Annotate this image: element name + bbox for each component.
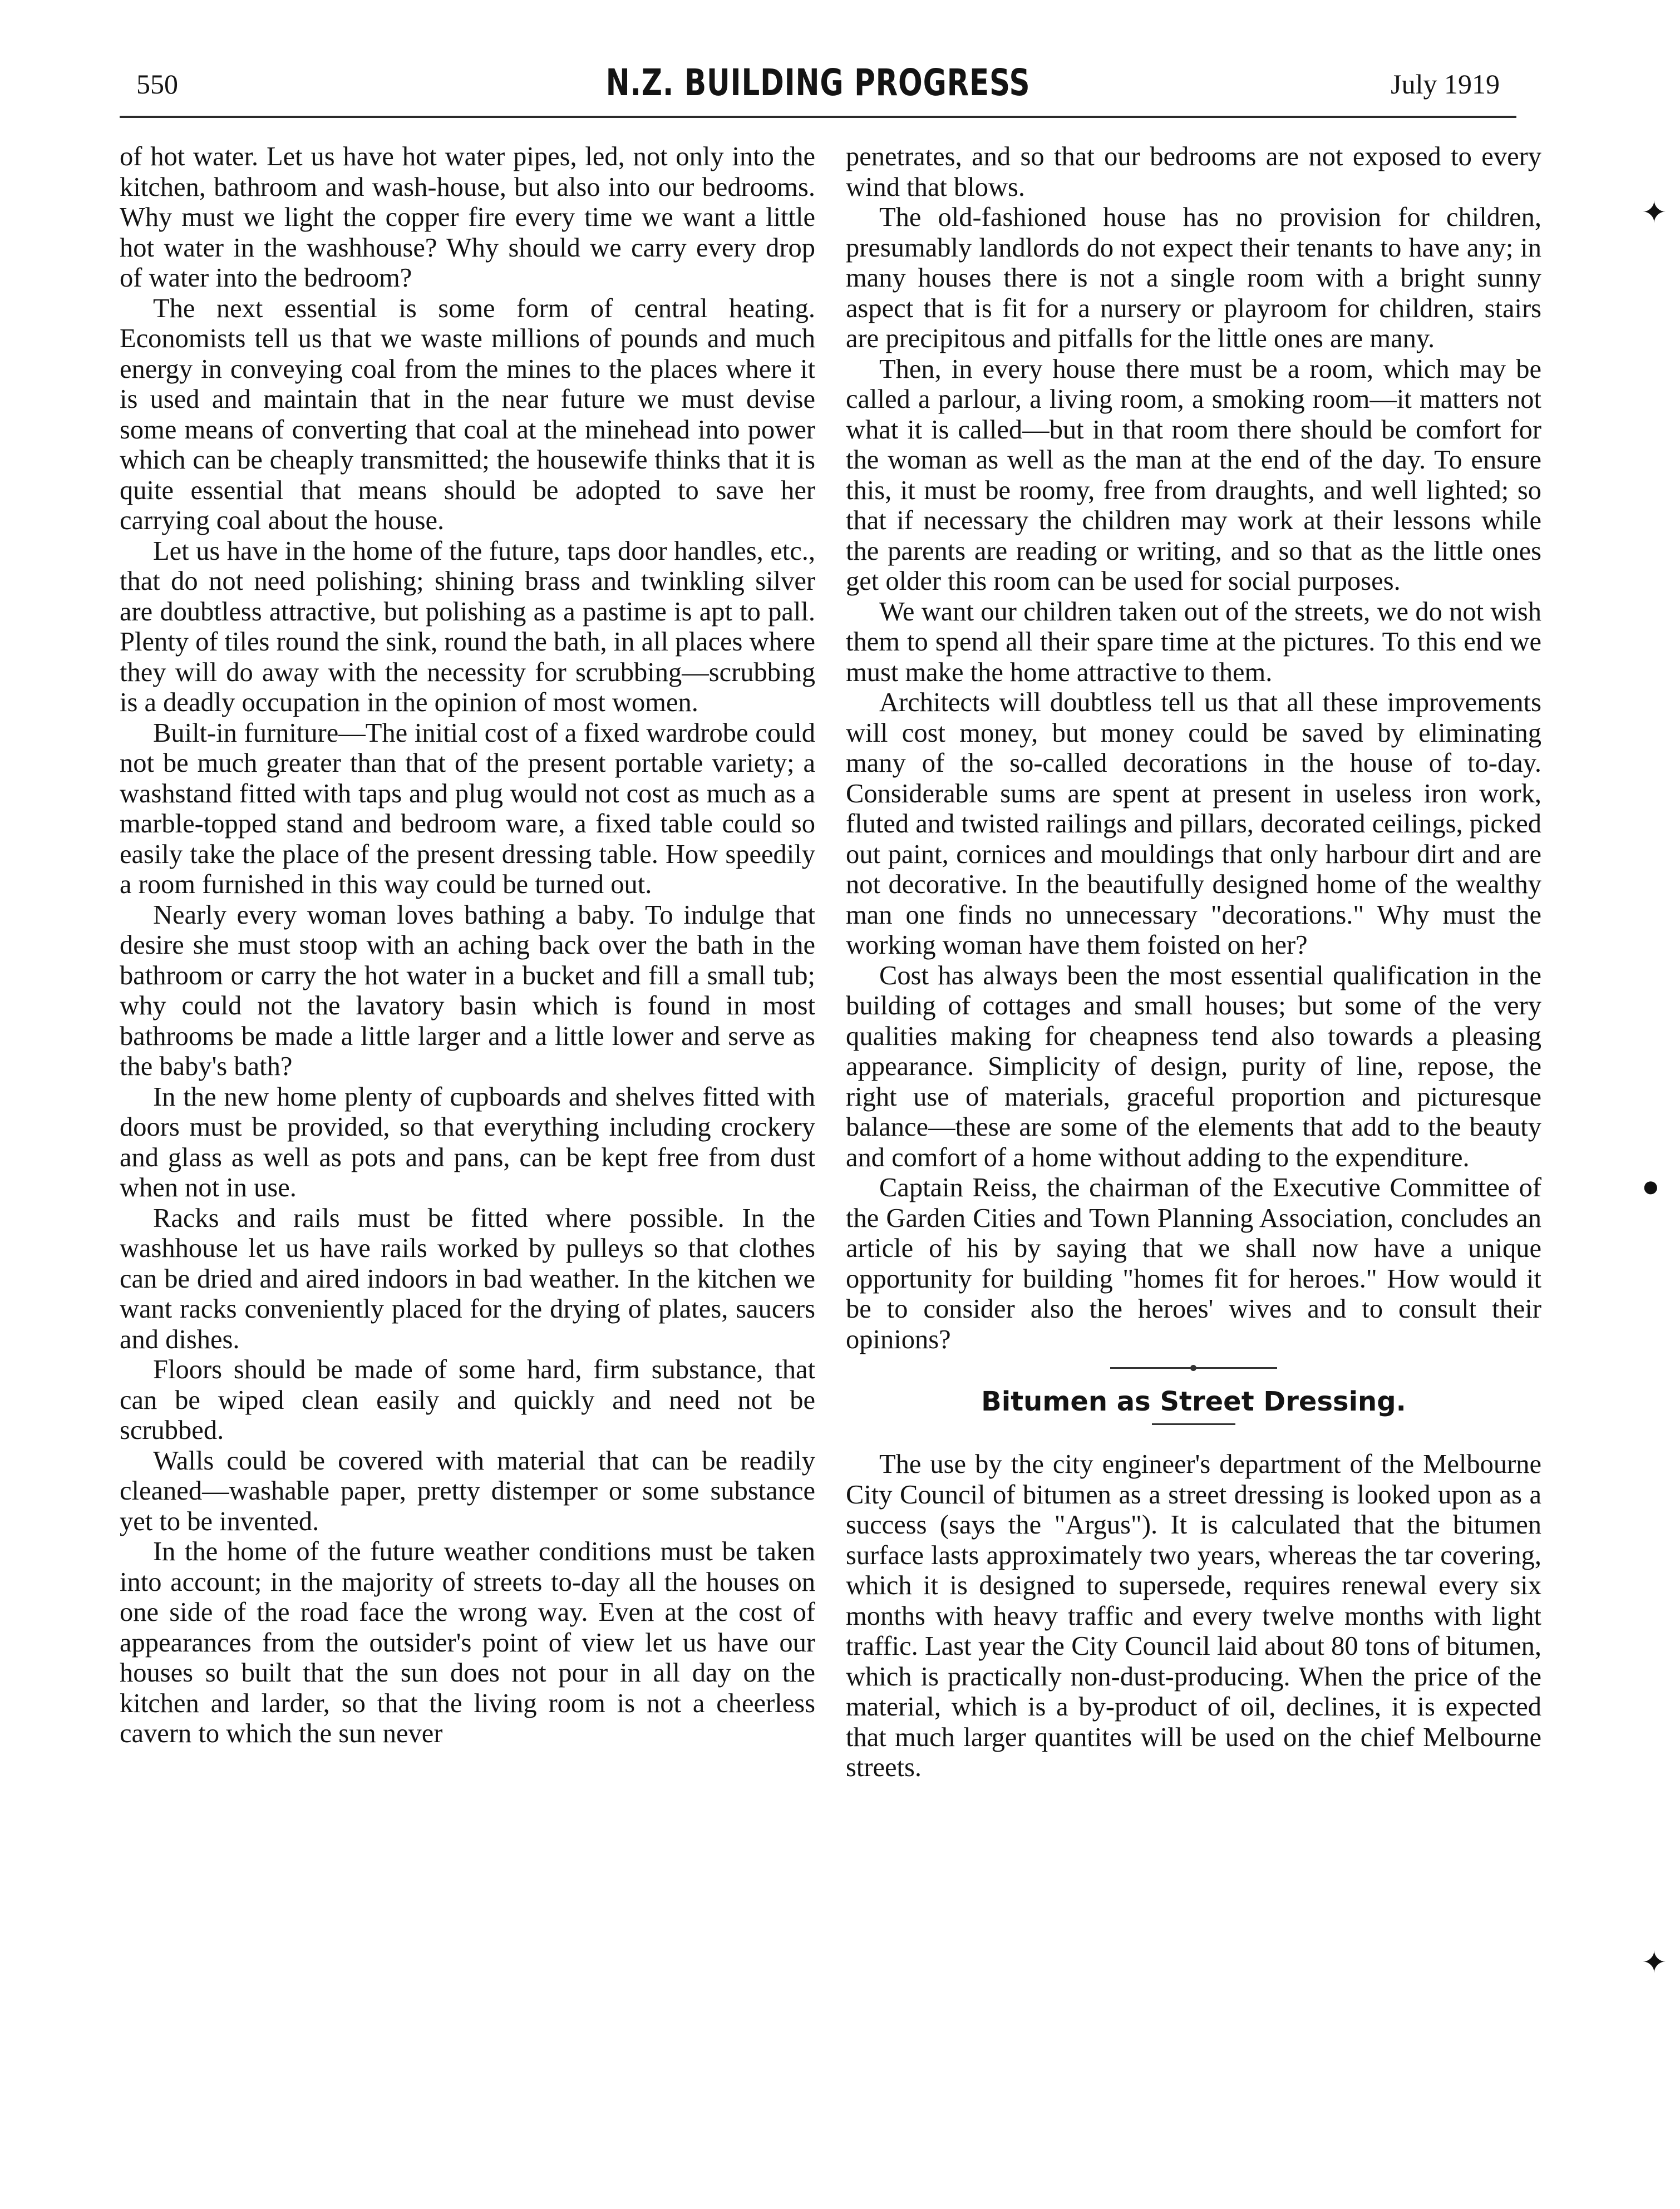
page-header bbox=[120, 61, 1516, 117]
paragraph: The old-fashioned house has no provision for children, presumably landlords do not expect their tenants to have any; in many houses there is not a single room with a bright sunny aspect that is fit for a nursery or playroom for children, stairs are precipitous and pitfalls for the little ones are many. bbox=[846, 203, 1541, 353]
paragraph: The use by the city engineer's department of the Melbourne City Council of bitumen as a street dressing is looked upon as a success (says the "Argus"). It is calculated that the bitumen surface lasts approximately two years, whereas the tar covering, which it is designed to supersede, requires renewal every six months with heavy traffic and every twelve months with light traffic. Last year the City Council laid about 80 tons of bitumen, which is practically non-dust-producing. When the price of the material, which is a by-product of oil, declines, it is expected that much larger quantites will be used on the chief Melbourne streets. bbox=[846, 1449, 1541, 1782]
heading-rule bbox=[1152, 1423, 1235, 1425]
paragraph: Then, in every house there must be a room, which may be called a parlour, a living room, a smoking room—it matters not what it is called—but in that room there should be comfort for the woman as well as the man at the end of the day. To ensure this, it must be roomy, free from draughts, and well lighted; so that if necessary the children may work at their lessons while the parents are reading or writing, and so that as the little ones get older this room can be used for social purposes. bbox=[846, 354, 1541, 596]
paragraph: Captain Reiss, the chairman of the Executive Committee of the Garden Cities and Town Planning Association, concludes an article of his by saying that we shall now have a unique opportunity for building "homes fit for heroes." How would it be to consider also the heroes' wives and to consult their opinions? bbox=[846, 1173, 1541, 1354]
paragraph: In the home of the future weather conditions must be taken into account; in the majority of streets to-day all the houses on one side of the road face the wrong way. Even at the cost of appearances from the outsider's point of view let us have our houses so built that the sun does not pour in all day on the kitchen and larder, so that the living room is not a cheerless cavern to which the sun never bbox=[120, 1537, 815, 1748]
paragraph: The next essential is some form of central heating. Economists tell us that we waste millions of pounds and much energy in conveying coal from the mines to the places where it is used and maintain that in the near future we must devise some means of converting that coal at the minehead into power which can be cheaply transmitted; the housewife thinks that it is quite essential that means should be adopted to save her carrying coal about the house. bbox=[120, 293, 815, 535]
paragraph: We want our children taken out of the streets, we do not wish them to spend all their spare time at the pictures. To this end we must make the home attractive to them. bbox=[846, 596, 1541, 687]
section-divider bbox=[1110, 1367, 1277, 1369]
paragraph: Architects will doubtless tell us that all these improvements will cost money, but money could be saved by eliminating many of the so-called decorations in the house of to-day. Considerable sums are spent at present in useless iron work, fluted and twisted railings and pillars, decorated ceilings, picked out paint, cornices and mouldings that only harbour dirt and are not decorative. In the beautifully designed home of the wealthy man one finds no unnecessary "decorations." Why must the working woman have them foisted on her? bbox=[846, 688, 1541, 960]
paragraph: Nearly every woman loves bathing a baby. To indulge that desire she must stoop with an aching back over the bath in the bathroom or carry the hot water in a bucket and fill a small tub; why could not the lavatory basin which is found in most bathrooms be made a little larger and a little lower and serve as the baby's bath? bbox=[120, 900, 815, 1081]
paragraph: penetrates, and so that our bedrooms are not exposed to every wind that blows. bbox=[846, 142, 1541, 202]
issue-date: July 1919 bbox=[1391, 68, 1500, 100]
margin-mark: ● bbox=[1642, 1170, 1660, 1203]
paragraph: Walls could be covered with material that can be readily cleaned—washable paper, pretty distemper or some substance yet to be invented. bbox=[120, 1446, 815, 1536]
paragraph: Cost has always been the most essential qualification in the building of cottages and small houses; but some of the very qualities making for cheapness tend also towards a pleasing appearance. Simplicity of design, purity of line, repose, the right use of materials, graceful proportion and picturesque balance—these are some of the elements that add to the beauty and comfort of a home without adding to the expenditure. bbox=[846, 960, 1541, 1172]
margin-mark: ✦ bbox=[1642, 196, 1667, 229]
paragraph: Let us have in the home of the future, taps door handles, etc., that do not need polishing; shining brass and twinkling silver are doubtless attractive, but polishing as a pastime is apt to pall. Plenty of tiles round the sink, round the bath, in all places where they will do away with the necessity for scrubbing—scrubbing is a deadly occupation in the opinion of most women. bbox=[120, 536, 815, 717]
paragraph: of hot water. Let us have hot water pipes, led, not only into the kitchen, bathroom and wash-house, but also into our bedrooms. Why must we light the copper fire every time we want a little hot water in the washhouse? Why should we carry every drop of water into the bedroom? bbox=[120, 142, 815, 293]
margin-mark: ✦ bbox=[1642, 1946, 1667, 1979]
paragraph: Built-in furniture—The initial cost of a fixed wardrobe could not be much greater than that of the present portable variety; a washstand fitted with taps and plug would not cost as much as a marble-topped stand and bedroom ware, a fixed table could so easily take the place of the present dressing table. How speedily a room furnished in this way could be turned out. bbox=[120, 718, 815, 899]
section-heading: Bitumen as Street Dressing. bbox=[981, 1386, 1406, 1417]
journal-title: N.Z. BUILDING PROGRESS bbox=[605, 61, 1031, 104]
divider-dot bbox=[1190, 1365, 1196, 1371]
paragraph: Racks and rails must be fitted where possible. In the washhouse let us have rails worked by pulleys so that clothes can be dried and aired indoors in bad weather. In the kitchen we want racks conveniently placed for the drying of plates, saucers and dishes. bbox=[120, 1203, 815, 1354]
header-rule bbox=[120, 116, 1516, 118]
paragraph: In the new home plenty of cupboards and shelves fitted with doors must be provided, so that everything including crockery and glass as well as pots and pans, can be kept free from dust when not in use. bbox=[120, 1082, 815, 1202]
paragraph: Floors should be made of some hard, firm substance, that can be wiped clean easily and quickly and need not be scrubbed. bbox=[120, 1355, 815, 1445]
left-column bbox=[120, 142, 815, 1749]
page-number: 550 bbox=[136, 68, 178, 100]
right-column bbox=[846, 142, 1541, 1783]
